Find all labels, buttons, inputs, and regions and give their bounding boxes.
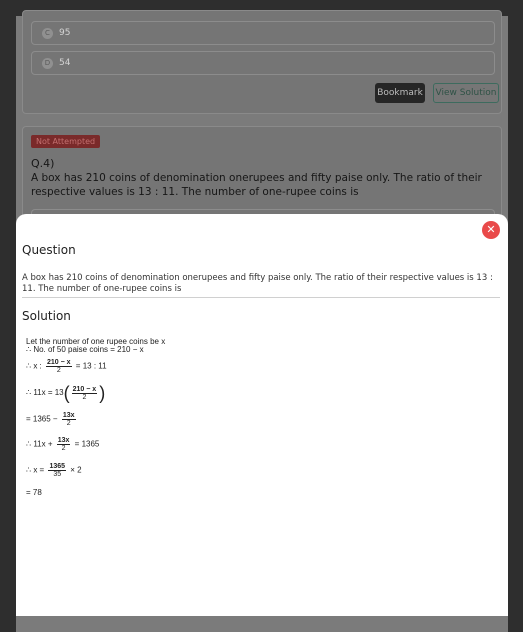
paren-close: ) xyxy=(99,383,106,403)
step-prefix: ∴ 11x + xyxy=(26,439,53,449)
close-icon[interactable]: ✕ xyxy=(482,221,500,239)
option-d[interactable] xyxy=(31,51,495,75)
paren-open: ( xyxy=(63,383,70,403)
option-text: 95 xyxy=(59,28,71,38)
step-suffix: = 13 : 11 xyxy=(75,361,107,371)
view-solution-button[interactable]: View Solution xyxy=(433,83,499,103)
solution-step-5 xyxy=(26,463,82,478)
fraction-denominator: 35 xyxy=(53,471,62,478)
step-prefix: ∴ x = xyxy=(26,465,45,475)
status-badge: Not Attempted xyxy=(31,135,100,148)
fraction xyxy=(62,412,76,427)
fraction-numerator: 210 − x xyxy=(47,359,71,366)
fraction xyxy=(57,437,71,452)
fraction-denominator: 2 xyxy=(66,420,71,427)
fraction-numerator: 13x xyxy=(57,437,70,444)
previous-question-card xyxy=(22,10,502,114)
option-letter: D xyxy=(42,58,53,69)
solution-step-3 xyxy=(26,412,78,427)
option-text: 54 xyxy=(59,58,71,68)
step-suffix: × 2 xyxy=(70,465,82,475)
solution-line-2: ∴ No. of 50 paise coins = 210 − x xyxy=(26,345,144,354)
step-suffix: = 1365 xyxy=(74,439,100,449)
option-c[interactable] xyxy=(31,21,495,45)
question-text: A box has 210 coins of denomination onerupees and fifty paise only. The ratio of their respective values is 13 : 11. The number of one-rupee coins is xyxy=(31,172,482,198)
solution-step-4 xyxy=(26,437,99,452)
fraction-denominator: 2 xyxy=(82,393,87,401)
fraction-numerator: 210 − x xyxy=(72,385,97,393)
fraction xyxy=(72,386,98,401)
fraction-numerator: 1365 xyxy=(49,463,66,470)
step-prefix: ∴ x : xyxy=(26,361,42,371)
step-prefix: ∴ 11x = 13 xyxy=(26,388,64,398)
modal-question-text: A box has 210 coins of denomination onerupees and fifty paise only. The ratio of their respective values is 13 : 11. The number of one-rupee coins is xyxy=(22,273,493,294)
divider xyxy=(22,297,500,298)
fraction-denominator: 2 xyxy=(61,445,66,452)
fraction-numerator: 13x xyxy=(62,412,75,419)
option-letter: C xyxy=(42,28,53,39)
fraction xyxy=(48,463,66,478)
step-prefix: = 1365 − xyxy=(26,414,58,424)
fraction xyxy=(46,359,72,374)
fraction-denominator: 2 xyxy=(56,367,61,374)
solution-step-1 xyxy=(26,359,107,374)
solution-modal xyxy=(16,214,508,616)
question-heading: Question xyxy=(22,243,76,257)
solution-answer: = 78 xyxy=(26,488,42,497)
solution-line-1: Let the number of one rupee coins be x xyxy=(26,337,166,346)
bookmark-button[interactable]: Bookmark xyxy=(375,83,425,103)
solution-step-2 xyxy=(26,384,105,402)
solution-heading: Solution xyxy=(22,309,71,323)
question-number: Q.4) xyxy=(31,157,55,170)
